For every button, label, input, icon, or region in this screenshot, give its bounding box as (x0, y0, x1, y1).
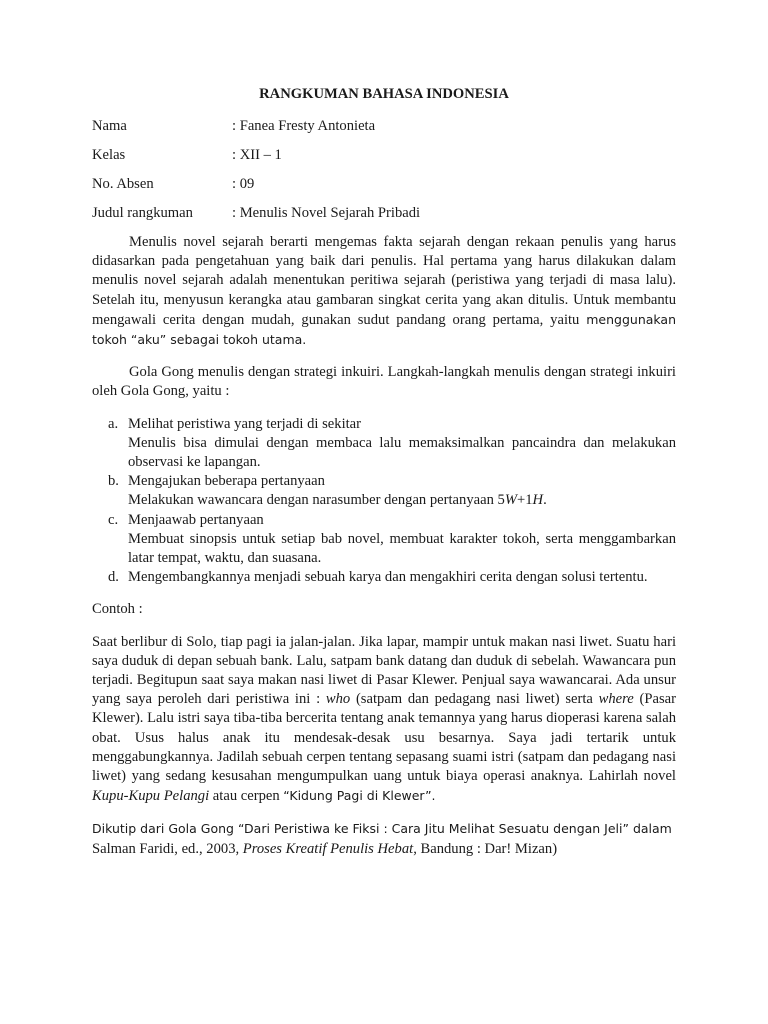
list-marker: c. (108, 511, 119, 528)
list-item (92, 568, 676, 587)
info-label: Nama (92, 118, 127, 134)
list-item-body (128, 415, 676, 473)
info-label: Kelas (92, 147, 126, 163)
steps-list (92, 415, 676, 588)
step-detail: Membuat sinopsis untuk setiap bab novel, membuat karakter tokoh, serta menggambarkan latar tempat, waktu, dan suasana. (128, 530, 676, 567)
step-detail (128, 492, 547, 508)
example-text: (Pasar Klewer). Lalu istri saya tiba-tiba bercerita tentang anak temannya yang harus dioperasi karena salah obat. Usus halus anak itu mendesak-desak usu besarnya. Saya jadi tertarik untuk menggabungkannya. Jadilah sebuah cerpen tentang sepasang suami istri (satpam dan pedagang nasi liwet) yang sedang kesusahan mengumpulkan uang untuk biaya operasi anaknya. Lahirlah novel (92, 691, 676, 785)
info-value: : Menulis Novel Sejarah Pribadi (232, 205, 421, 221)
step-detail-w: W (504, 492, 518, 509)
list-marker: d. (108, 569, 119, 586)
info-label: No. Absen (92, 176, 154, 192)
list-marker: a. (108, 415, 119, 432)
info-row-absen (92, 174, 676, 203)
list-item-body (128, 472, 676, 510)
list-item-body (128, 511, 676, 569)
citation (92, 819, 676, 858)
info-value: : XII – 1 (232, 147, 282, 163)
info-label: Judul rangkuman (92, 205, 193, 221)
list-item (92, 415, 676, 473)
step-detail-end: . (543, 492, 547, 509)
example-cerpen-title: “Kidung Pagi di Klewer”. (283, 788, 436, 804)
step-detail-plus: +1 (517, 492, 533, 509)
paragraph-intro-tail: menggunakan tokoh “aku” sebagai tokoh utama. (92, 311, 676, 348)
step-heading: Mengembangkannya menjadi sebuah karya dan mengakhiri cerita dengan solusi tertentu. (128, 569, 648, 586)
contoh-label: Contoh : (92, 601, 143, 618)
step-heading: Menjaawab pertanyaan (128, 511, 264, 528)
example-who: who (325, 691, 351, 708)
step-detail: Menulis bisa dimulai dengan membaca lalu memaksimalkan pancaindra dan melakukan observasi ke lapangan. (128, 434, 676, 471)
paragraph-strategy: Gola Gong menulis dengan strategi inkuiri. Langkah-langkah menulis dengan strategi inkuiri oleh Gola Gong, yaitu : (92, 364, 676, 400)
info-block (92, 116, 676, 233)
list-item (92, 511, 676, 569)
paragraph-intro-main: Menulis novel sejarah berarti mengemas fakta sejarah dengan rekaan penulis yang harus didasarkan pada pengetahuan yang baik dari penulis. Hal pertama yang harus dilakukan dalam menulis novel sejarah adalah menentukan peritiwa sejarah (peristiwa yang terjadi di masa lalu). Setelah itu, menyusun kerangka atau gambaran singkat cerita yang akan ditulis. Untuk membantu mengawali cerita dengan mudah, gunakan sudut pandang orang pertama, yaitu (92, 234, 676, 328)
citation-text: , Bandung : Dar! Mizan) (413, 840, 558, 857)
step-heading: Mengajukan beberapa pertanyaan (128, 473, 325, 490)
step-heading: Melihat peristiwa yang terjadi di sekitar (128, 415, 362, 432)
example-text: (satpam dan pedagang nasi liwet) serta (350, 691, 599, 708)
list-item (92, 472, 676, 510)
info-value: : Fanea Fresty Antonieta (232, 118, 376, 134)
document-title: RANGKUMAN BAHASA INDONESIA (259, 86, 509, 102)
citation-text: Salman Faridi, ed., 2003, (92, 840, 243, 857)
example-where: where (598, 691, 634, 708)
info-row-judul (92, 203, 676, 233)
info-value: : 09 (232, 176, 255, 192)
step-detail-text: Melakukan wawancara dengan narasumber dengan pertanyaan 5 (128, 492, 505, 509)
paragraph-example (92, 633, 676, 807)
paragraph-intro (92, 233, 676, 350)
list-marker: b. (108, 473, 119, 490)
example-text: atau cerpen (209, 788, 284, 805)
citation-line-1: Dikutip dari Gola Gong “Dari Peristiwa ke Fiksi : Cara Jitu Melihat Sesuatu dengan Jeli” dalam (92, 821, 672, 837)
document-page (92, 84, 676, 872)
info-row-nama (92, 116, 676, 145)
citation-book-title: Proses Kreatif Penulis Hebat (242, 840, 414, 857)
step-detail-h: H (532, 492, 544, 509)
info-row-kelas (92, 145, 676, 174)
example-text: Saat berlibur di Solo, tiap pagi ia jalan-jalan. Jika lapar, mampir untuk makan nasi liwet. Suatu hari saya duduk di depan sebuah bank. Lalu, satpam bank datang dan duduk di sebelah. Wawancara pun terjadi. Begitupun saat saya makan nasi liwet di Pasar Klewer. Penjual saya wawancarai. Ada unsur yang saya peroleh dari peristiwa ini : (92, 633, 676, 708)
example-novel-title: Kupu-Kupu Pelangi (92, 788, 210, 805)
